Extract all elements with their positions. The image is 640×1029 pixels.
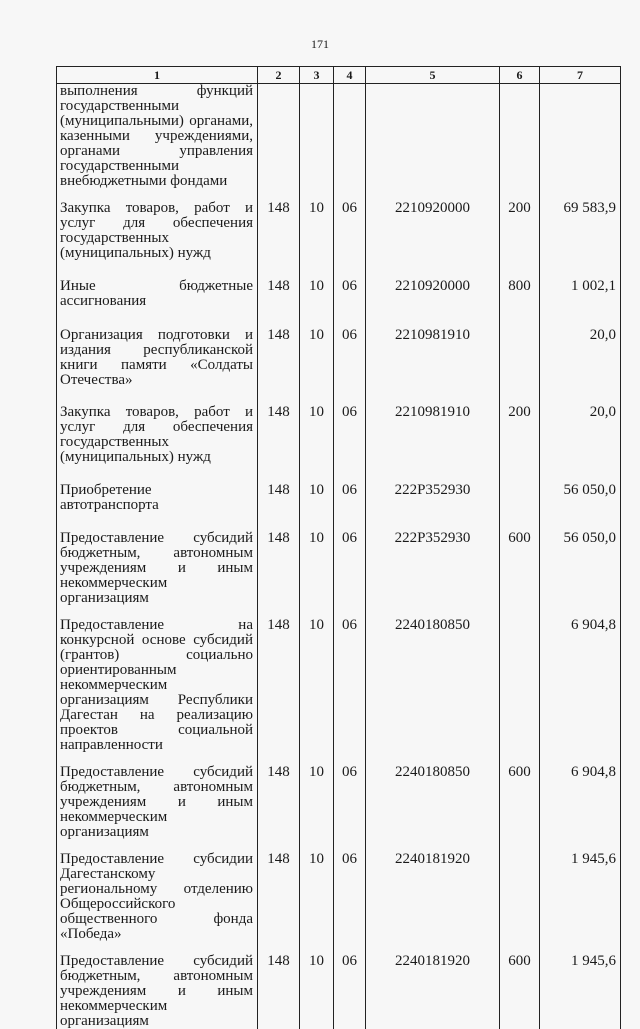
- row-name: Организация подготовки и издания республиканской книги памяти «Солдаты Отечества»: [57, 316, 258, 393]
- row-amount: 20,0: [540, 393, 621, 471]
- row-code-2: 148: [258, 471, 300, 519]
- table-row: [57, 606, 621, 753]
- page-number: 171: [0, 37, 640, 52]
- row-code-5: 2210920000: [366, 267, 500, 316]
- row-code-2: 148: [258, 519, 300, 606]
- row-name: выполнения функций государственными (муниципальными) органами, казенными учреждениями, органами управления государственными внебюджетными фондами: [57, 84, 258, 190]
- row-code-3: 10: [300, 316, 334, 393]
- row-amount: 56 050,0: [540, 471, 621, 519]
- table-body: [57, 84, 621, 1029]
- row-code-6: 200: [500, 189, 540, 267]
- column-header-6: 6: [500, 67, 540, 84]
- row-code-5: 2210920000: [366, 189, 500, 267]
- row-code-3: 10: [300, 189, 334, 267]
- row-name: Предоставление субсидий бюджетным, автономным учреждениям и иным некоммерческим организациям: [57, 519, 258, 606]
- row-amount: 1 945,6: [540, 942, 621, 1029]
- table-row: [57, 267, 621, 316]
- row-code-6: 600: [500, 753, 540, 840]
- row-code-2: 148: [258, 393, 300, 471]
- row-amount: 6 904,8: [540, 606, 621, 753]
- row-code-4: 06: [334, 316, 366, 393]
- row-name: Предоставление субсидии Дагестанскому региональному отделению Общероссийского общественного фонда «Победа»: [57, 840, 258, 942]
- row-code-6: [500, 471, 540, 519]
- row-name: Закупка товаров, работ и услуг для обеспечения государственных (муниципальных) нужд: [57, 189, 258, 267]
- row-code-6: [500, 840, 540, 942]
- row-code-4: 06: [334, 471, 366, 519]
- column-header-1: 1: [57, 67, 258, 84]
- row-code-4: 06: [334, 267, 366, 316]
- row-code-5: 2240180850: [366, 606, 500, 753]
- row-code-2: 148: [258, 189, 300, 267]
- column-header-7: 7: [540, 67, 621, 84]
- budget-table: [56, 66, 621, 1029]
- row-code-2: 148: [258, 267, 300, 316]
- row-code-2: 148: [258, 753, 300, 840]
- row-code-3: 10: [300, 393, 334, 471]
- row-code-6: 200: [500, 393, 540, 471]
- row-code-2: 148: [258, 316, 300, 393]
- row-code-4: 06: [334, 606, 366, 753]
- table-row: [57, 189, 621, 267]
- row-code-5: 222P352930: [366, 519, 500, 606]
- row-code-3: 10: [300, 840, 334, 942]
- table-row: [57, 393, 621, 471]
- row-code-2: [258, 84, 300, 190]
- row-code-2: 148: [258, 840, 300, 942]
- row-name: Закупка товаров, работ и услуг для обеспечения государственных (муниципальных) нужд: [57, 393, 258, 471]
- row-code-5: 2240181920: [366, 942, 500, 1029]
- row-amount: 56 050,0: [540, 519, 621, 606]
- row-code-5: 2240180850: [366, 753, 500, 840]
- row-name: Приобретение автотранспорта: [57, 471, 258, 519]
- row-code-6: 800: [500, 267, 540, 316]
- row-code-4: 06: [334, 393, 366, 471]
- row-code-3: 10: [300, 471, 334, 519]
- row-code-5: 2210981910: [366, 393, 500, 471]
- table-header-row: [57, 67, 621, 84]
- row-code-3: 10: [300, 606, 334, 753]
- table-row: [57, 840, 621, 942]
- row-code-4: 06: [334, 942, 366, 1029]
- row-code-6: [500, 316, 540, 393]
- row-name: Предоставление на конкурсной основе субсидий (грантов) социально ориентированным некоммерческим организациям Республики Дагестан на реализацию проектов социальной направленности: [57, 606, 258, 753]
- row-amount: 69 583,9: [540, 189, 621, 267]
- row-code-3: 10: [300, 267, 334, 316]
- column-header-2: 2: [258, 67, 300, 84]
- row-code-6: [500, 84, 540, 190]
- column-header-3: 3: [300, 67, 334, 84]
- row-code-4: 06: [334, 753, 366, 840]
- table-row: [57, 316, 621, 393]
- row-code-2: 148: [258, 606, 300, 753]
- column-header-5: 5: [366, 67, 500, 84]
- row-name: Иные бюджетные ассигнования: [57, 267, 258, 316]
- row-code-5: 2210981910: [366, 316, 500, 393]
- row-code-3: 10: [300, 519, 334, 606]
- table-row: [57, 471, 621, 519]
- column-header-4: 4: [334, 67, 366, 84]
- row-amount: 1 945,6: [540, 840, 621, 942]
- row-code-5: 2240181920: [366, 840, 500, 942]
- row-code-5: 222P352930: [366, 471, 500, 519]
- row-name: Предоставление субсидий бюджетным, автономным учреждениям и иным некоммерческим организациям: [57, 753, 258, 840]
- row-amount: 20,0: [540, 316, 621, 393]
- table-row: [57, 942, 621, 1029]
- row-code-4: 06: [334, 189, 366, 267]
- row-code-3: 10: [300, 753, 334, 840]
- table-row: [57, 84, 621, 190]
- row-code-6: 600: [500, 519, 540, 606]
- row-code-2: 148: [258, 942, 300, 1029]
- row-amount: 6 904,8: [540, 753, 621, 840]
- row-code-5: [366, 84, 500, 190]
- row-code-6: 600: [500, 942, 540, 1029]
- row-code-4: 06: [334, 840, 366, 942]
- row-name: Предоставление субсидий бюджетным, автономным учреждениям и иным некоммерческим организациям: [57, 942, 258, 1029]
- budget-table-container: [56, 66, 620, 1029]
- table-row: [57, 519, 621, 606]
- row-code-4: 06: [334, 519, 366, 606]
- row-amount: [540, 84, 621, 190]
- row-code-3: 10: [300, 942, 334, 1029]
- row-code-3: [300, 84, 334, 190]
- row-code-4: [334, 84, 366, 190]
- row-amount: 1 002,1: [540, 267, 621, 316]
- table-row: [57, 753, 621, 840]
- row-code-6: [500, 606, 540, 753]
